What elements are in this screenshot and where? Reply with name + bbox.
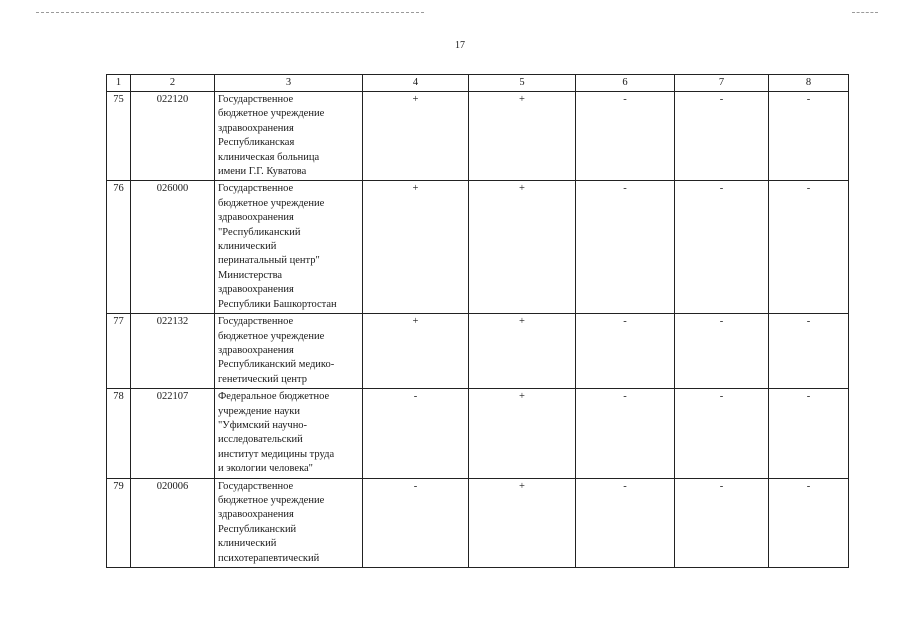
document-table (106, 74, 849, 568)
name-line: институт медицины труда (218, 448, 335, 460)
column-header-2: 2 (131, 75, 215, 92)
row-code: 020006 (131, 478, 215, 567)
name-line: бюджетное учреждение (218, 330, 325, 342)
name-line: Республиканский медико- (218, 359, 335, 371)
institution-name (215, 92, 363, 181)
name-line: Федеральное бюджетное (218, 391, 330, 403)
institution-name (215, 389, 363, 478)
mark-col-8: - (769, 92, 849, 181)
column-header-6: 6 (576, 75, 675, 92)
name-line: Государственное (218, 94, 294, 105)
mark-col-4: - (363, 478, 469, 567)
institution-name (215, 314, 363, 389)
name-line: исследовательский (218, 434, 303, 446)
mark-col-6: - (576, 478, 675, 567)
name-line: клинический (218, 241, 277, 253)
mark-col-4: - (363, 389, 469, 478)
mark-col-7: - (675, 478, 769, 567)
row-number: 77 (107, 314, 131, 389)
column-header-5: 5 (469, 75, 576, 92)
name-line: учреждение науки (218, 405, 300, 417)
name-line: здравоохранения (218, 344, 294, 356)
row-code: 022132 (131, 314, 215, 389)
mark-col-6: - (576, 389, 675, 478)
table-header-row (107, 75, 849, 92)
name-line: здравоохранения (218, 284, 294, 296)
name-line: бюджетное учреждение (218, 108, 325, 120)
mark-col-4: + (363, 92, 469, 181)
name-line: здравоохранения (218, 212, 294, 224)
row-number: 75 (107, 92, 131, 181)
name-line: генетический центр (218, 373, 308, 385)
mark-col-7: - (675, 389, 769, 478)
mark-col-6: - (576, 181, 675, 314)
mark-col-6: - (576, 314, 675, 389)
mark-col-7: - (675, 92, 769, 181)
table-row (107, 478, 849, 567)
table-row (107, 181, 849, 314)
institution-name (215, 478, 363, 567)
mark-col-5: + (469, 389, 576, 478)
table-row (107, 314, 849, 389)
scan-artifact-line (36, 12, 424, 13)
mark-col-8: - (769, 181, 849, 314)
name-line: "Республиканский (218, 226, 301, 238)
name-line: Государственное (218, 480, 294, 492)
mark-col-8: - (769, 314, 849, 389)
row-code: 022107 (131, 389, 215, 478)
name-line: Республики Башкортостан (218, 298, 337, 310)
name-line: Министерства (218, 269, 283, 281)
name-line: клиническая больница (218, 151, 320, 163)
mark-col-4: + (363, 181, 469, 314)
mark-col-5: + (469, 92, 576, 181)
name-line: Государственное (218, 316, 294, 328)
name-line: "Уфимский научно- (218, 419, 308, 431)
row-number: 79 (107, 478, 131, 567)
name-line: здравоохранения (218, 122, 294, 134)
page-number: 17 (455, 40, 465, 51)
name-line: Государственное (218, 183, 294, 195)
mark-col-6: - (576, 92, 675, 181)
mark-col-8: - (769, 478, 849, 567)
name-line: и экологии человека" (218, 463, 313, 475)
mark-col-8: - (769, 389, 849, 478)
name-line: бюджетное учреждение (218, 197, 325, 209)
column-header-3: 3 (215, 75, 363, 92)
name-line: Республиканский (218, 523, 297, 535)
mark-col-5: + (469, 314, 576, 389)
mark-col-5: + (469, 478, 576, 567)
column-header-4: 4 (363, 75, 469, 92)
column-header-8: 8 (769, 75, 849, 92)
name-line: клинический (218, 538, 277, 550)
mark-col-7: - (675, 314, 769, 389)
row-number: 78 (107, 389, 131, 478)
table-row (107, 92, 849, 181)
mark-col-4: + (363, 314, 469, 389)
institution-name (215, 181, 363, 314)
name-line: имени Г.Г. Куватова (218, 166, 307, 178)
mark-col-5: + (469, 181, 576, 314)
name-line: Республиканская (218, 137, 295, 149)
row-code: 026000 (131, 181, 215, 314)
scan-artifact-line-right (852, 12, 878, 13)
row-code: 022120 (131, 92, 215, 181)
name-line: психотерапевтический (218, 552, 320, 564)
name-line: здравоохранения (218, 509, 294, 521)
column-header-7: 7 (675, 75, 769, 92)
mark-col-7: - (675, 181, 769, 314)
name-line: бюджетное учреждение (218, 494, 325, 506)
column-header-1: 1 (107, 75, 131, 92)
row-number: 76 (107, 181, 131, 314)
table-row (107, 389, 849, 478)
name-line: перинатальный центр" (218, 255, 320, 267)
